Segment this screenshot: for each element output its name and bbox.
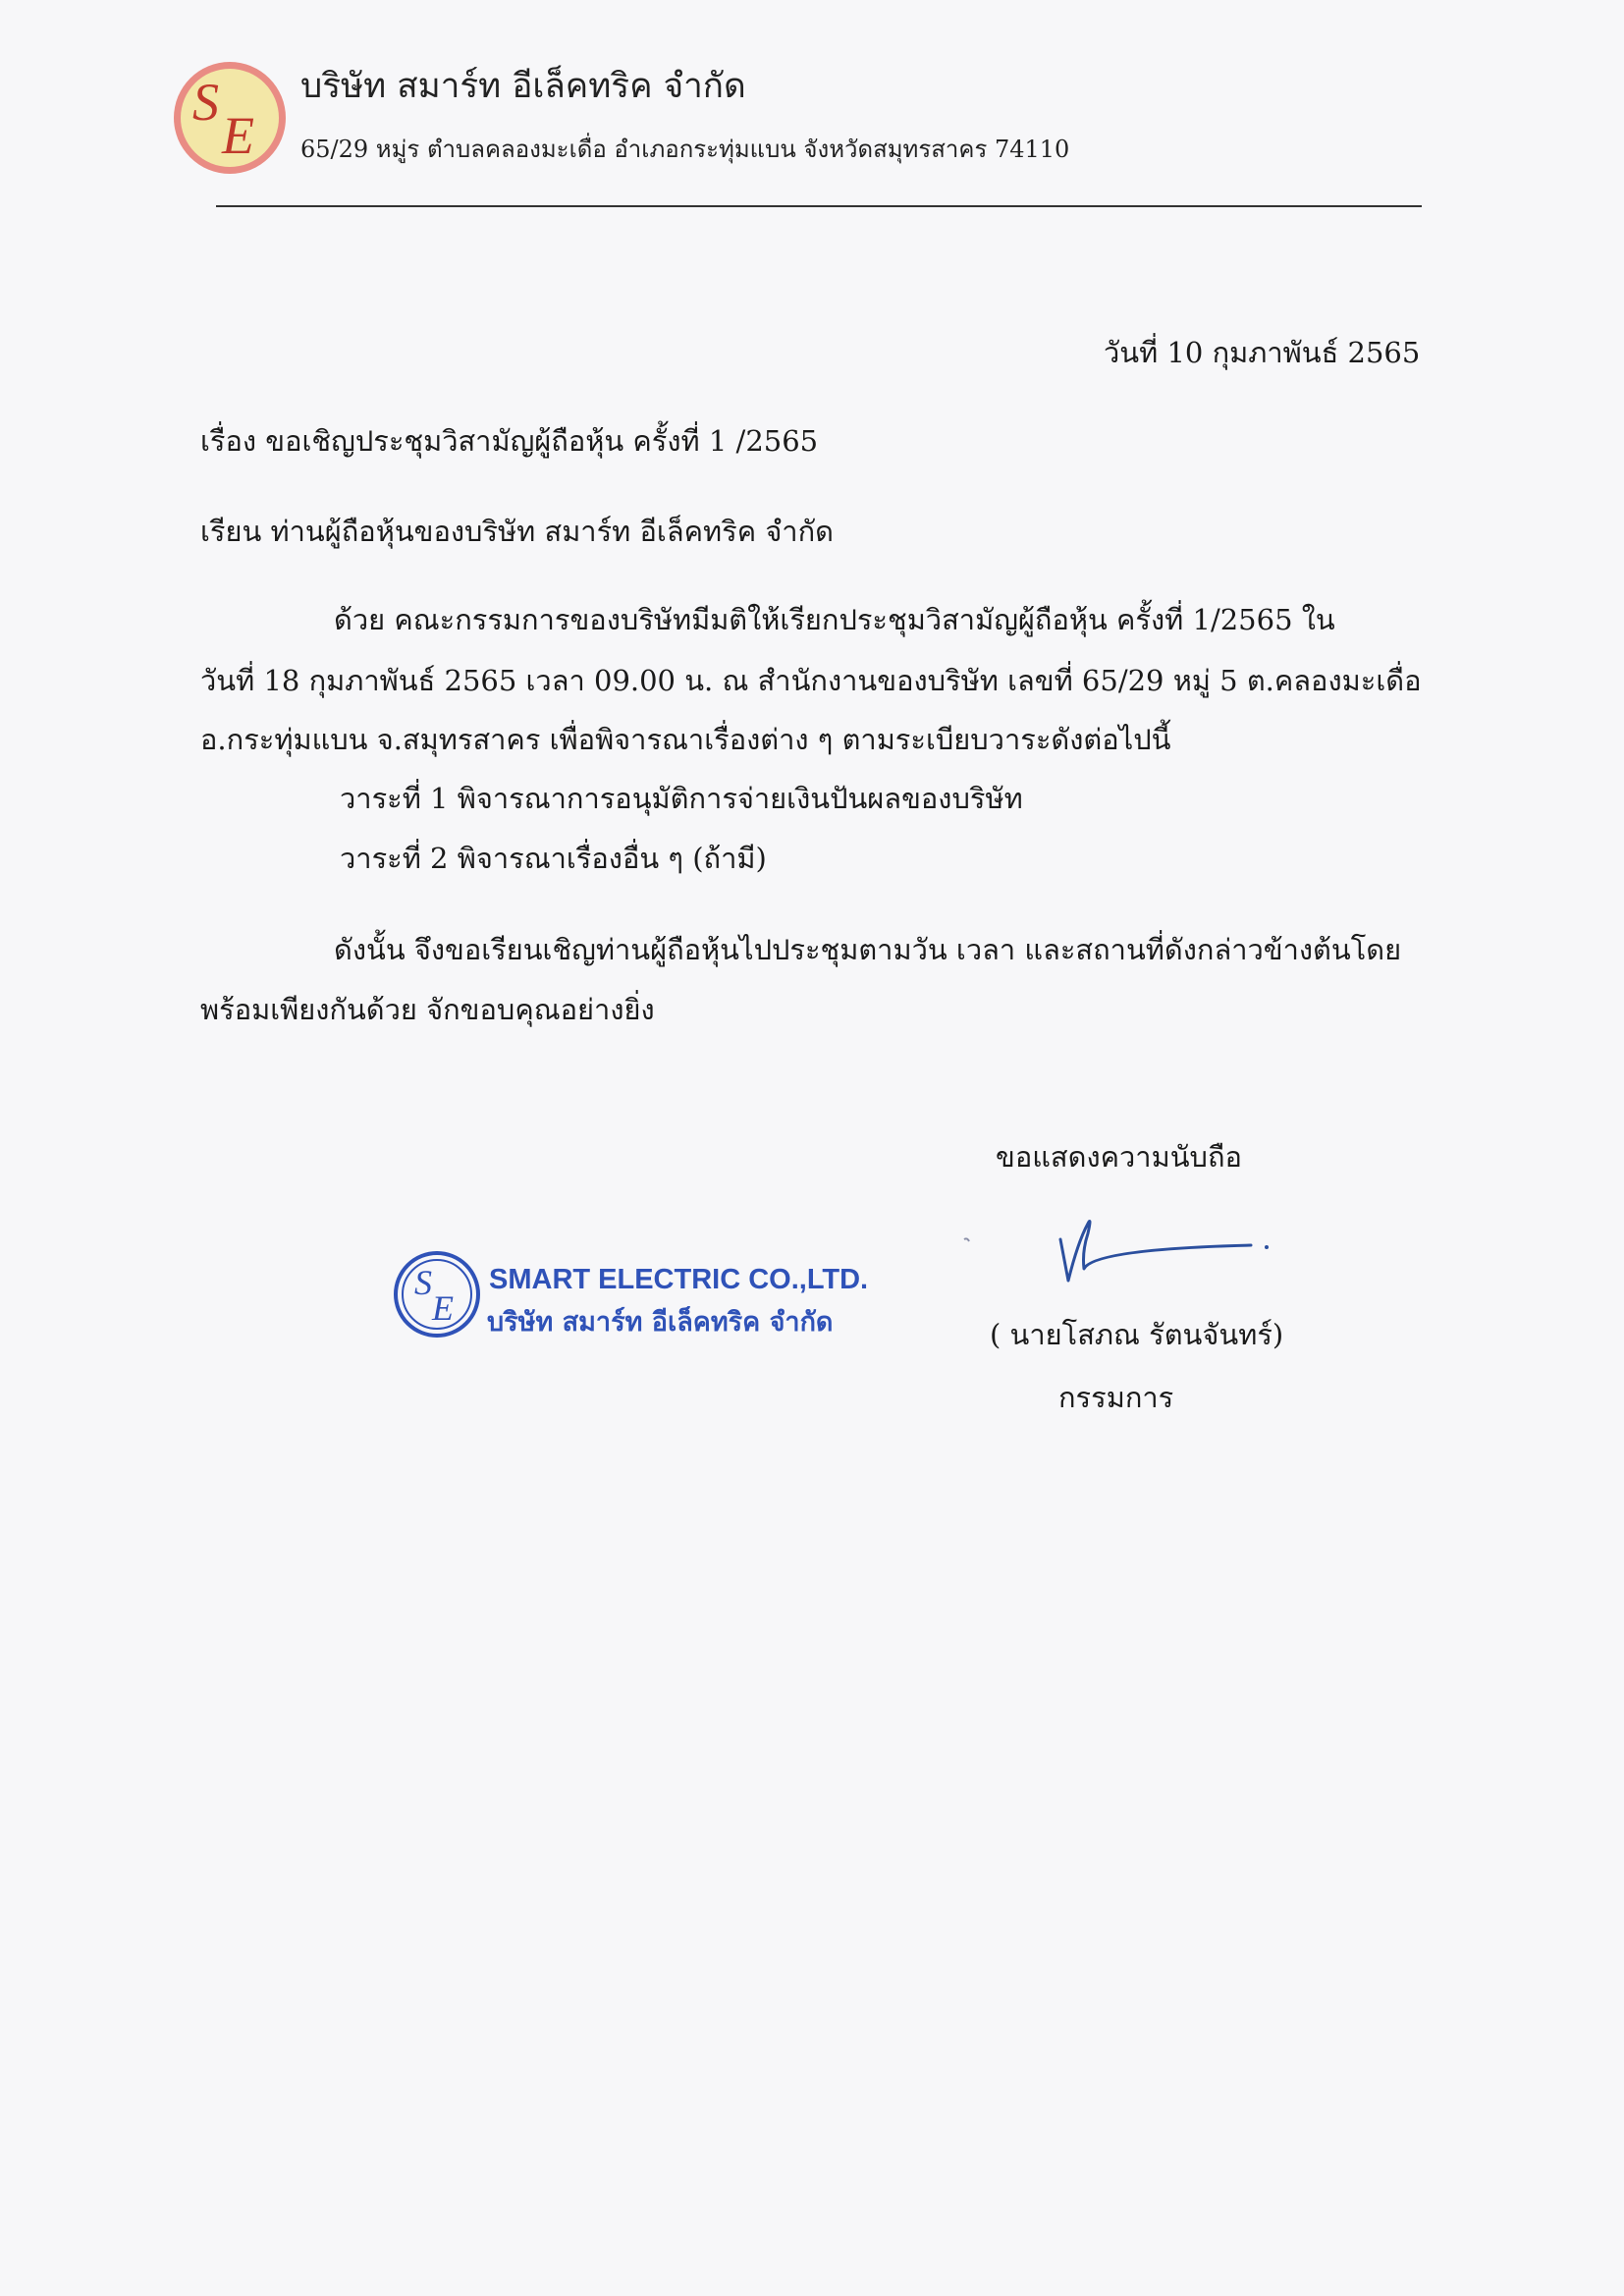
signer-name: ( นายโสภณ รัตนจันทร์) <box>990 1318 1284 1351</box>
letter-date: วันที่ 10 กุมภาพันธ์ 2565 <box>1104 336 1421 369</box>
company-stamp <box>393 1245 893 1353</box>
signer-title: กรรมการ <box>1058 1381 1174 1414</box>
header-divider <box>216 205 1422 207</box>
svg-text:SMART ELECTRIC CO.,LTD.: SMART ELECTRIC CO.,LTD. <box>489 1264 869 1295</box>
svg-text:E: E <box>222 106 254 165</box>
closing-phrase: ขอแสดงความนับถือ <box>996 1140 1242 1174</box>
paragraph1-line1: ด้วย คณะกรรมการของบริษัทมีมติให้เรียกประชุมวิสามัญผู้ถือหุ้น ครั้งที่ 1/2565 ใน <box>334 603 1335 636</box>
company-address: 65/29 หมู่ร ตำบลคลองมะเดื่อ อำเภอกระทุ่มแบน จังหวัดสมุทรสาคร 74110 <box>300 136 1070 163</box>
svg-text:S: S <box>192 73 219 132</box>
svg-text:E: E <box>432 1288 454 1328</box>
company-logo <box>171 59 289 177</box>
svg-text:S: S <box>414 1263 432 1302</box>
paragraph2-line1: ดังนั้น จึงขอเรียนเชิญท่านผู้ถือหุ้นไปประชุมตามวัน เวลา และสถานที่ดังกล่าวข้างต้นโดย <box>334 933 1402 966</box>
paragraph1-line3: อ.กระทุ่มแบน จ.สมุทรสาคร เพื่อพิจารณาเรื่องต่าง ๆ ตามระเบียบวาระดังต่อไปนี้ <box>200 723 1171 756</box>
agenda-item-1: วาระที่ 1 พิจารณาการอนุมัติการจ่ายเงินปันผลของบริษัท <box>340 782 1023 815</box>
handwritten-signature <box>952 1210 1276 1288</box>
letter-subject: เรื่อง ขอเชิญประชุมวิสามัญผู้ถือหุ้น ครั้งที่ 1 /2565 <box>200 424 819 458</box>
paragraph1-line2: วันที่ 18 กุมภาพันธ์ 2565 เวลา 09.00 น. ณ สำนักงานของบริษัท เลขที่ 65/29 หมู่ 5 ต.คลองมะเดื่อ <box>200 664 1422 697</box>
svg-text:บริษัท สมาร์ท อีเล็คทริค จำกัด: บริษัท สมาร์ท อีเล็คทริค จำกัด <box>487 1307 834 1338</box>
paragraph2-line2: พร้อมเพียงกันด้วย จักขอบคุณอย่างยิ่ง <box>200 993 655 1026</box>
agenda-item-2: วาระที่ 2 พิจารณาเรื่องอื่น ๆ (ถ้ามี) <box>340 842 767 875</box>
letter-recipient: เรียน ท่านผู้ถือหุ้นของบริษัท สมาร์ท อีเล็คทริค จำกัด <box>200 515 834 548</box>
company-name: บริษัท สมาร์ท อีเล็คทริค จำกัด <box>300 67 746 106</box>
